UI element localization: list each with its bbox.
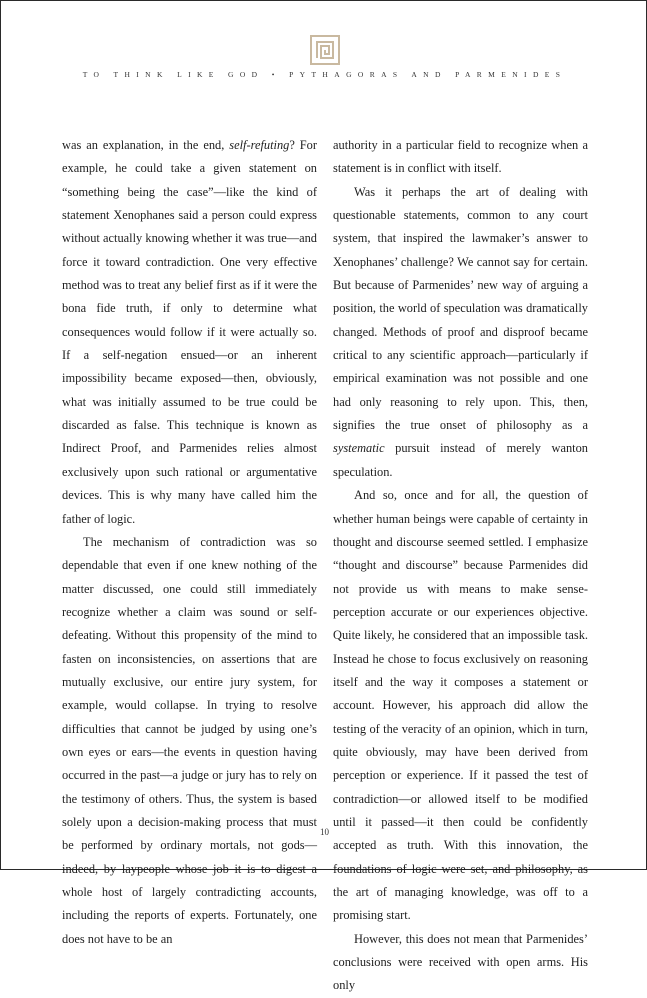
text-run: pursuit instead of merely wanton speculation. [333, 441, 588, 479]
left-paragraph-1 [62, 134, 317, 531]
text-run: Was it perhaps the art of dealing with questionable statements, common to any court system, that inspired the lawmaker’s answer to Xenophanes’ challenge? We cannot say for certain. But because of Parmenides’ new way of arguing a position, the world of speculation was dramatically changed. Methods of proof and disproof became critical to any scientific approach—particularly if empirical examination was not possible and one had only reasoning to rely upon. This, then, signifies the true onset of philosophy as a [333, 184, 588, 433]
right-paragraph-3: And so, once and for all, the question of whether human beings were capable of certainty in thought and discourse seemed settled. I emphasize “thought and discourse” because Parmenides did not provide us with means to make sense-perception accurate or our experiences objective. Quite likely, he considered that an impossible task. Instead he chose to focus exclusively on reasoning itself and the way it composes a statement or account. However, his approach did allow the testing of the veracity of an opinion, which in turn, quite obviously, may have been derived from perception or experience. If it passed the test of contradiction—or allowed itself to be modified until it passed—it then could be confidently accepted as truth. With this innovation, the foundations of logic were set, and philosophy, as the art of managing knowledge, was off to a promising start. [333, 488, 588, 923]
right-column [333, 134, 588, 998]
right-paragraph-4: However, this does not mean that Parmenides’ conclusions were received with open arms. His only [333, 931, 588, 993]
page-number: 10 [320, 827, 329, 837]
greek-key-logo-icon [310, 35, 340, 65]
text-run: ? For example, he could take a given statement on “something being the case”—like the kind of statement Xenophanes said a person could express without actually knowing whether it was true—and force it toward contradiction. One very effective method was to treat any belief first as if it were the bona fide truth, if only to determine what consequences would follow if it were actually so. If a self-negation ensued—or an inherent impossibility became exposed—then, obviously, what was initially assumed to be true could be discarded as false. This technique is known as Indirect Proof, and Parmenides relies almost exclusively upon such rational or argumentative devices. This is why many have called him the father of logic. [62, 138, 318, 526]
left-paragraph-2: The mechanism of contradiction was so dependable that even if one knew nothing of the matter discussed, one could still immediately recognize whether a claim was sound or self-defeating. Without this propensity of the mind to fasten on inconsistencies, on assertions that are mutually exclusive, our entire jury system, for example, would collapse. In trying to resolve difficulties that cannot be judged by using one’s own eyes or ears—the events in question having occurred in the past—a judge or jury has to rely on the testimony of others. Thus, the system is based solely upon a decision-making process that must be performed by ordinary mortals, not gods—indeed, by laypeople whose job it is to digest a whole host of largely contradicting accounts, including the reports of experts. Fortunately, one does not have to be an [62, 534, 317, 946]
emphasis-self-refuting: self-refuting [229, 138, 290, 152]
emphasis-systematic: systematic [333, 441, 385, 456]
right-paragraph-1: authority in a particular field to recognize when a statement is in conflict with itself. [333, 138, 588, 176]
right-paragraph-2 [333, 181, 588, 484]
running-head: TO THINK LIKE GOD • PYTHAGORAS AND PARMENIDES [82, 70, 567, 79]
text-run: was an explanation, in the end, [62, 138, 230, 152]
